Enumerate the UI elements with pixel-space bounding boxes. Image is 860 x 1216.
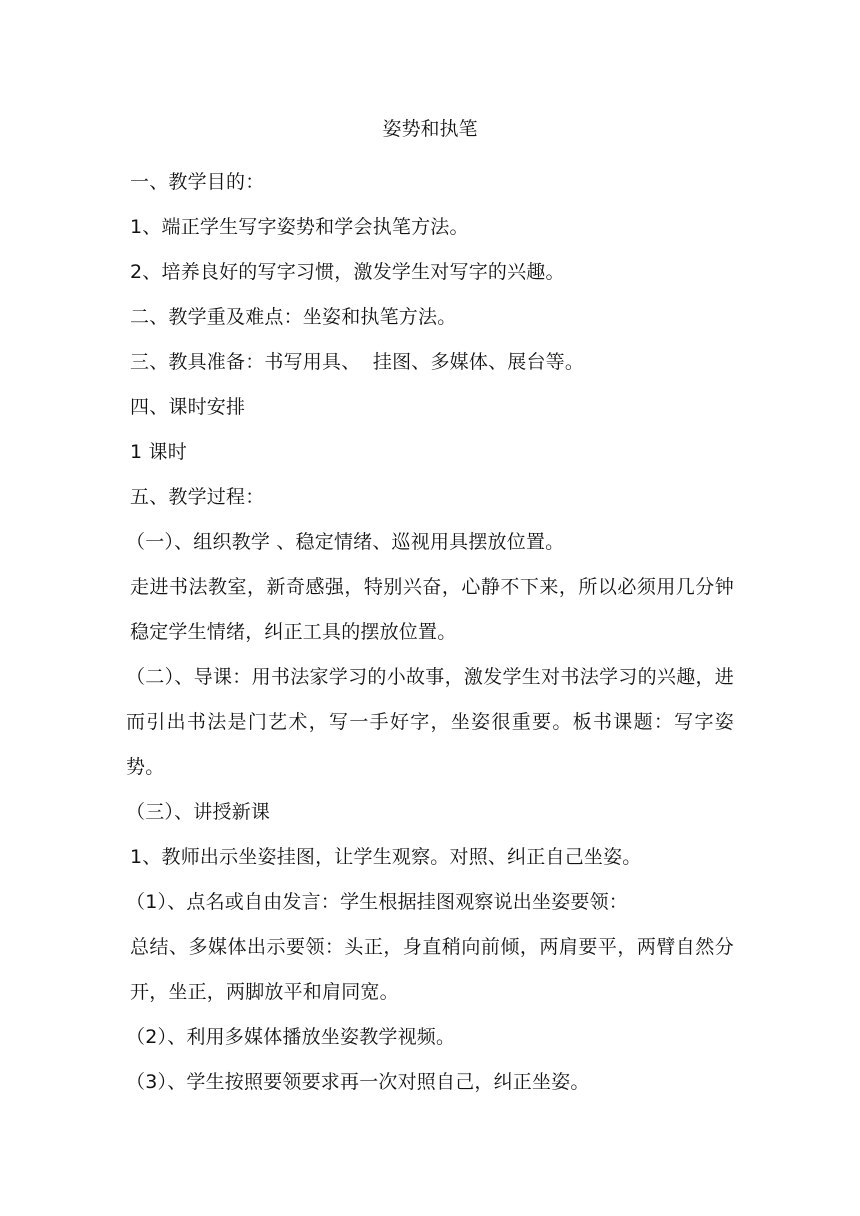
process-paragraph-1: 走进书法教室，新奇感强，特别兴奋，心静不下来，所以必须用几分钟稳定学生情绪，纠正工具的摆放位置。	[130, 576, 734, 643]
heading-schedule: 四、课时安排	[130, 396, 246, 418]
teaching-subitem-3: （3）、学生按照要领要求再一次对照自己，纠正坐姿。	[126, 1071, 590, 1093]
objective-item-2: 2、培养良好的写字习惯，激发学生对写字的兴趣。	[130, 261, 565, 283]
document-body	[126, 160, 734, 1105]
objective-item-1: 1、端正学生写字姿势和学会执笔方法。	[130, 216, 469, 238]
teaching-subitem-1: （1）、点名或自由发言：学生根据挂图观察说出坐姿要领：	[126, 891, 628, 913]
summary-paragraph: 总结、多媒体出示要领：头正，身直稍向前倾，两肩要平，两臂自然分开，坐正，两脚放平和肩同宽。	[130, 936, 734, 1003]
heading-objectives: 一、教学目的：	[130, 171, 265, 193]
schedule-value: 1 课时	[130, 441, 187, 463]
teaching-item-1: 1、教师出示坐姿挂图，让学生观察。对照、纠正自己坐姿。	[130, 846, 642, 868]
heading-key-points: 二、教学重及难点：坐姿和执笔方法。	[130, 306, 457, 328]
teaching-subitem-2: （2）、利用多媒体播放坐姿教学视频。	[126, 1026, 456, 1048]
process-step-2: （二）、导课：用书法家学习的小故事，激发学生对书法学习的兴趣，进而引出书法是门艺术，写一手好字，坐姿很重要。板书课题：写字姿势。	[126, 666, 734, 778]
document-title: 姿势和执笔	[382, 118, 478, 140]
process-step-1: （一）、组织教学 、稳定情绪、巡视用具摆放位置。	[126, 531, 565, 553]
heading-process: 五、教学过程：	[130, 486, 265, 508]
heading-materials: 三、教具准备：书写用具、 挂图、多媒体、展台等。	[130, 351, 585, 373]
process-step-3: （三）、讲授新课	[126, 801, 271, 823]
